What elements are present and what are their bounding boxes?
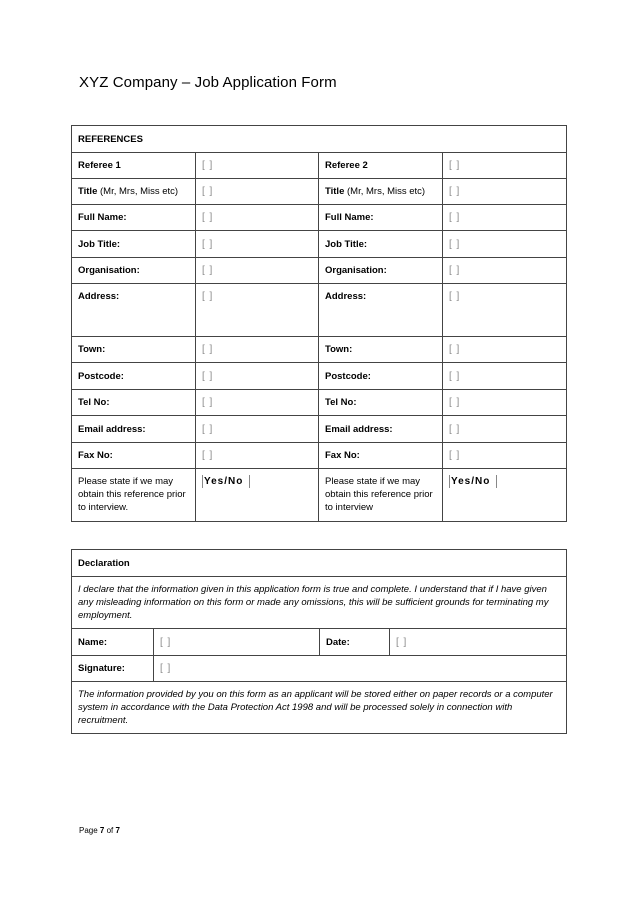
referee1-jobtitle-field[interactable]: [ ] xyxy=(196,231,319,258)
referee1-fullname-field[interactable]: [ ] xyxy=(196,205,319,231)
name-label: Name: xyxy=(72,629,154,656)
referee2-address-label: Address: xyxy=(319,284,443,337)
referee1-fax-field[interactable]: [ ] xyxy=(196,443,319,469)
declaration-heading: Declaration xyxy=(72,550,567,577)
referee1-organisation-label: Organisation: xyxy=(72,258,196,284)
referee2-email-label: Email address: xyxy=(319,416,443,443)
referee2-postcode-field[interactable]: [ ] xyxy=(443,363,567,390)
referee1-consent-field[interactable]: Yes/No xyxy=(196,469,319,522)
referee2-organisation-field[interactable]: [ ] xyxy=(443,258,567,284)
referee2-fullname-label: Full Name: xyxy=(319,205,443,231)
referee2-town-field[interactable]: [ ] xyxy=(443,337,567,363)
page-footer: Page 7 of 7 xyxy=(79,826,120,835)
referee2-fax-field[interactable]: [ ] xyxy=(443,443,567,469)
referee2-jobtitle-field[interactable]: [ ] xyxy=(443,231,567,258)
referee1-email-field[interactable]: [ ] xyxy=(196,416,319,443)
referee1-email-label: Email address: xyxy=(72,416,196,443)
referee2-title-field[interactable]: [ ] xyxy=(443,179,567,205)
referee1-postcode-field[interactable]: [ ] xyxy=(196,363,319,390)
referee2-tel-field[interactable]: [ ] xyxy=(443,390,567,416)
referee1-postcode-label: Postcode: xyxy=(72,363,196,390)
referee1-address-label: Address: xyxy=(72,284,196,337)
date-label: Date: xyxy=(320,629,390,656)
referee2-title-label: Title (Mr, Mrs, Miss etc) xyxy=(319,179,443,205)
referee2-organisation-label: Organisation: xyxy=(319,258,443,284)
date-field[interactable]: [ ] xyxy=(390,629,567,656)
referee2-consent-field[interactable]: Yes/No xyxy=(443,469,567,522)
name-field[interactable]: [ ] xyxy=(154,629,320,656)
referee1-address-field[interactable]: [ ] xyxy=(196,284,319,337)
referee1-fullname-label: Full Name: xyxy=(72,205,196,231)
referee1-town-field[interactable]: [ ] xyxy=(196,337,319,363)
references-table xyxy=(71,125,567,522)
referee1-town-label: Town: xyxy=(72,337,196,363)
referee1-organisation-field[interactable]: [ ] xyxy=(196,258,319,284)
referee1-heading: Referee 1 xyxy=(72,153,196,179)
referee2-fullname-field[interactable]: [ ] xyxy=(443,205,567,231)
referee1-tel-label: Tel No: xyxy=(72,390,196,416)
referee2-fax-label: Fax No: xyxy=(319,443,443,469)
referee2-address-field[interactable]: [ ] xyxy=(443,284,567,337)
referee2-consent-question: Please state if we may obtain this reference prior to interview xyxy=(319,469,443,522)
referee2-heading: Referee 2 xyxy=(319,153,443,179)
referee1-consent-question: Please state if we may obtain this reference prior to interview. xyxy=(72,469,196,522)
referee1-title-label: Title (Mr, Mrs, Miss etc) xyxy=(72,179,196,205)
referee2-tel-label: Tel No: xyxy=(319,390,443,416)
signature-label: Signature: xyxy=(72,656,154,682)
referee2-postcode-label: Postcode: xyxy=(319,363,443,390)
referee1-jobtitle-label: Job Title: xyxy=(72,231,196,258)
referee2-town-label: Town: xyxy=(319,337,443,363)
referee2-name-field[interactable]: [ ] xyxy=(443,153,567,179)
page-title: XYZ Company – Job Application Form xyxy=(79,74,337,91)
declaration-statement: I declare that the information given in this application form is true and complete. I understand that if I have given any misleading information on this form or made any omissions, this will be sufficient grounds for terminating my employment. xyxy=(72,577,567,629)
referee1-name-field[interactable]: [ ] xyxy=(196,153,319,179)
references-heading: REFERENCES xyxy=(72,126,567,153)
referee1-title-field[interactable]: [ ] xyxy=(196,179,319,205)
data-protection-notice: The information provided by you on this form as an applicant will be stored either on paper records or a computer system in accordance with the Data Protection Act 1998 and will be processed solely in connection with recruitment. xyxy=(72,682,567,734)
referee1-tel-field[interactable]: [ ] xyxy=(196,390,319,416)
signature-field[interactable]: [ ] xyxy=(154,656,567,682)
referee2-email-field[interactable]: [ ] xyxy=(443,416,567,443)
declaration-table xyxy=(71,549,567,734)
referee2-jobtitle-label: Job Title: xyxy=(319,231,443,258)
referee1-fax-label: Fax No: xyxy=(72,443,196,469)
